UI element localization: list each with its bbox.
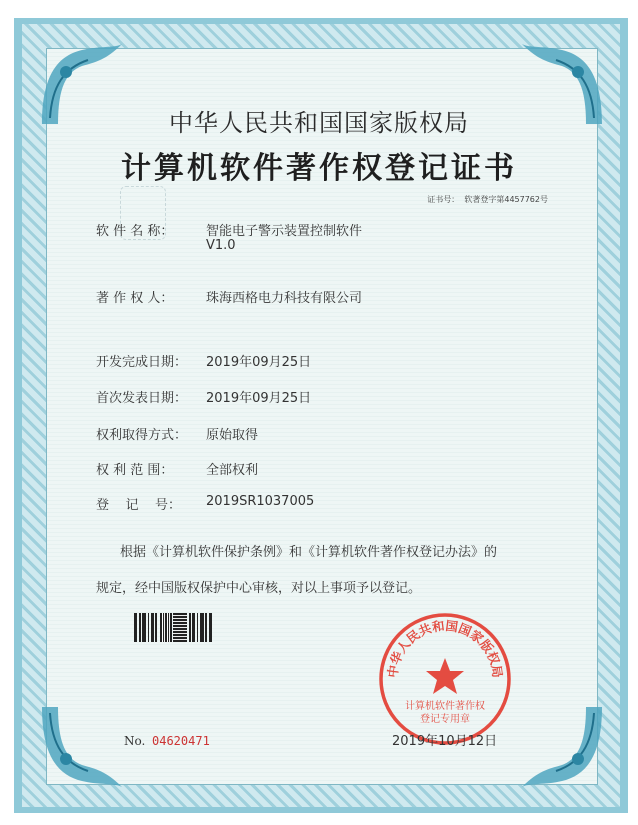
serial-prefix: No. — [124, 734, 146, 748]
rights-scope-value: 全部权利 — [206, 463, 259, 478]
registration-number-label: 登 记 号： — [96, 498, 182, 513]
publication-date-label: 首次发表日期： — [96, 391, 188, 406]
software-version-value: V1.0 — [206, 238, 236, 253]
software-name-label: 软 件 名 称： — [96, 224, 174, 239]
acquisition-method-value: 原始取得 — [206, 428, 259, 443]
statement-line-2: 规定，经中国版权保护中心审核，对以上事项予以登记。 — [96, 581, 422, 596]
corner-ornament-icon — [36, 701, 128, 793]
certificate-number-label: 证书号： — [427, 195, 460, 204]
barcode — [134, 613, 214, 642]
copyright-owner-value: 珠海西格电力科技有限公司 — [206, 291, 363, 306]
software-name-value: 智能电子警示装置控制软件 — [206, 224, 363, 239]
seal-ring-text: 中华人民共和国国家版权局 — [384, 617, 506, 679]
corner-ornament-icon — [516, 701, 608, 793]
copyright-owner-label: 著 作 权 人： — [96, 291, 174, 306]
registration-number-value: 2019SR1037005 — [206, 494, 315, 509]
seal-star-icon — [426, 658, 464, 694]
completion-date-label: 开发完成日期： — [96, 355, 188, 370]
certificate-number — [427, 194, 548, 205]
seal-inner-line-1: 计算机软件著作权 — [405, 701, 485, 712]
certificate-number-value: 软著登字第4457762号 — [464, 195, 548, 204]
official-seal — [376, 610, 514, 748]
publication-date-value: 2019年09月25日 — [206, 391, 312, 406]
acquisition-method-label: 权利取得方式： — [96, 428, 188, 443]
rights-scope-label: 权 利 范 围： — [96, 463, 174, 478]
statement-line-1: 根据《计算机软件保护条例》和《计算机软件著作权登记办法》的 — [120, 545, 498, 560]
completion-date-value: 2019年09月25日 — [206, 355, 312, 370]
certificate-title: 计算机软件著作权登记证书 — [121, 151, 517, 186]
issuing-agency: 中华人民共和国国家版权局 — [169, 109, 469, 137]
seal-inner-line-2: 登记专用章 — [420, 714, 470, 725]
issue-date: 2019年10月12日 — [392, 734, 498, 749]
serial-number: 04620471 — [152, 734, 210, 748]
